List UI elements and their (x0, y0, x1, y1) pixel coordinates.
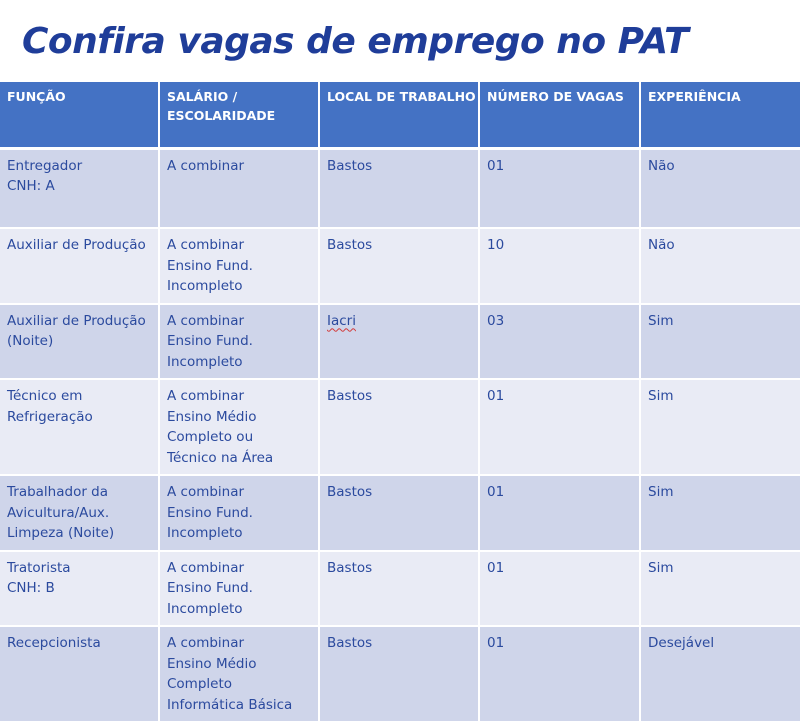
cell-salario (159, 304, 319, 380)
cell-funcao (0, 475, 159, 551)
cell-vagas: 01 (479, 551, 640, 627)
header-line: ESCOLARIDADE (167, 108, 276, 123)
header-local-de-trabalho (319, 82, 479, 148)
cell-line: Ensino Fund. (167, 333, 253, 349)
cell-funcao (0, 148, 159, 228)
cell-experiencia: Não (640, 148, 800, 228)
table-header-row (0, 82, 800, 148)
cell-line: Ensino Fund. (167, 257, 253, 274)
cell-line: Incompleto (167, 525, 243, 541)
header-line: LOCAL DE TRABALHO (327, 89, 476, 104)
cell-line: Ensino Fund. (167, 580, 253, 596)
cell-line: CNH: B (7, 580, 55, 596)
cell-line: Incompleto (167, 278, 243, 294)
cell-line: Avicultura/Aux. (7, 504, 110, 521)
table-row (0, 379, 800, 475)
cell-salario (159, 379, 319, 475)
table-row (0, 148, 800, 228)
cell-salario (159, 626, 319, 722)
cell-local: Bastos (319, 379, 479, 475)
table-row (0, 228, 800, 304)
cell-local: Bastos (319, 626, 479, 722)
cell-experiencia: Sim (640, 304, 800, 380)
cell-vagas: 10 (479, 228, 640, 304)
cell-line: Completo ou (167, 429, 254, 445)
cell-line: A combinar (167, 635, 245, 651)
header-numero-de-vagas (479, 82, 640, 148)
page-title: Confira vagas de emprego no PAT (22, 21, 689, 62)
jobs-table (0, 82, 800, 723)
cell-funcao (0, 626, 159, 722)
cell-funcao (0, 379, 159, 475)
cell-funcao (0, 551, 159, 627)
cell-line: Técnico em (7, 388, 83, 404)
cell-line: Limpeza (Noite) (7, 525, 115, 541)
cell-local: Bastos (319, 228, 479, 304)
cell-funcao (0, 228, 159, 304)
cell-local: Bastos (319, 148, 479, 228)
cell-line: A combinar (167, 237, 245, 253)
cell-salario (159, 475, 319, 551)
cell-vagas: 01 (479, 475, 640, 551)
cell-line: Incompleto (167, 353, 243, 370)
cell-experiencia: Desejável (640, 626, 800, 722)
cell-funcao (0, 304, 159, 380)
cell-line: Informática Básica (167, 696, 293, 713)
cell-vagas: 03 (479, 304, 640, 380)
cell-line: Completo (167, 676, 233, 692)
header-line: SALÁRIO / (167, 89, 238, 104)
table-row (0, 626, 800, 722)
cell-line: Recepcionista (7, 635, 101, 651)
cell-line: Ensino Médio (167, 655, 257, 672)
table-row (0, 475, 800, 551)
cell-line: Incompleto (167, 600, 243, 617)
cell-salario (159, 148, 319, 228)
cell-line: A combinar (167, 312, 245, 329)
cell-line: Auxiliar de Produção (7, 237, 146, 253)
cell-experiencia: Não (640, 228, 800, 304)
header-line: NÚMERO DE VAGAS (487, 89, 624, 104)
cell-line: Entregador (7, 157, 83, 174)
cell-line: Trabalhador da (7, 484, 109, 500)
cell-line: Técnico na Área (167, 449, 274, 466)
cell-vagas: 01 (479, 379, 640, 475)
cell-salario (159, 228, 319, 304)
cell-salario (159, 551, 319, 627)
cell-line: Auxiliar de Produção (7, 312, 146, 329)
table-row (0, 551, 800, 627)
cell-experiencia: Sim (640, 475, 800, 551)
cell-local: Bastos (319, 551, 479, 627)
table-row (0, 304, 800, 380)
header-line: FUNÇÃO (7, 89, 66, 104)
cell-line: A combinar (167, 157, 245, 174)
header-experiencia (640, 82, 800, 148)
cell-experiencia: Sim (640, 551, 800, 627)
header-funcao (0, 82, 159, 148)
cell-vagas: 01 (479, 626, 640, 722)
cell-vagas: 01 (479, 148, 640, 228)
cell-line: Ensino Médio (167, 408, 257, 425)
header-salario-escolaridade (159, 82, 319, 148)
spellcheck-marked-text: Iacri (327, 312, 356, 329)
cell-line: Ensino Fund. (167, 504, 253, 521)
cell-line: A combinar (167, 388, 245, 404)
cell-line: CNH: A (7, 178, 55, 194)
cell-line: Refrigeração (7, 408, 93, 425)
cell-line: Tratorista (7, 559, 71, 576)
cell-line: A combinar (167, 484, 245, 500)
cell-local: Bastos (319, 475, 479, 551)
cell-local (319, 304, 479, 380)
cell-experiencia: Sim (640, 379, 800, 475)
cell-line: (Noite) (7, 333, 54, 349)
cell-line: A combinar (167, 559, 245, 576)
header-line: EXPERIÊNCIA (648, 89, 741, 104)
